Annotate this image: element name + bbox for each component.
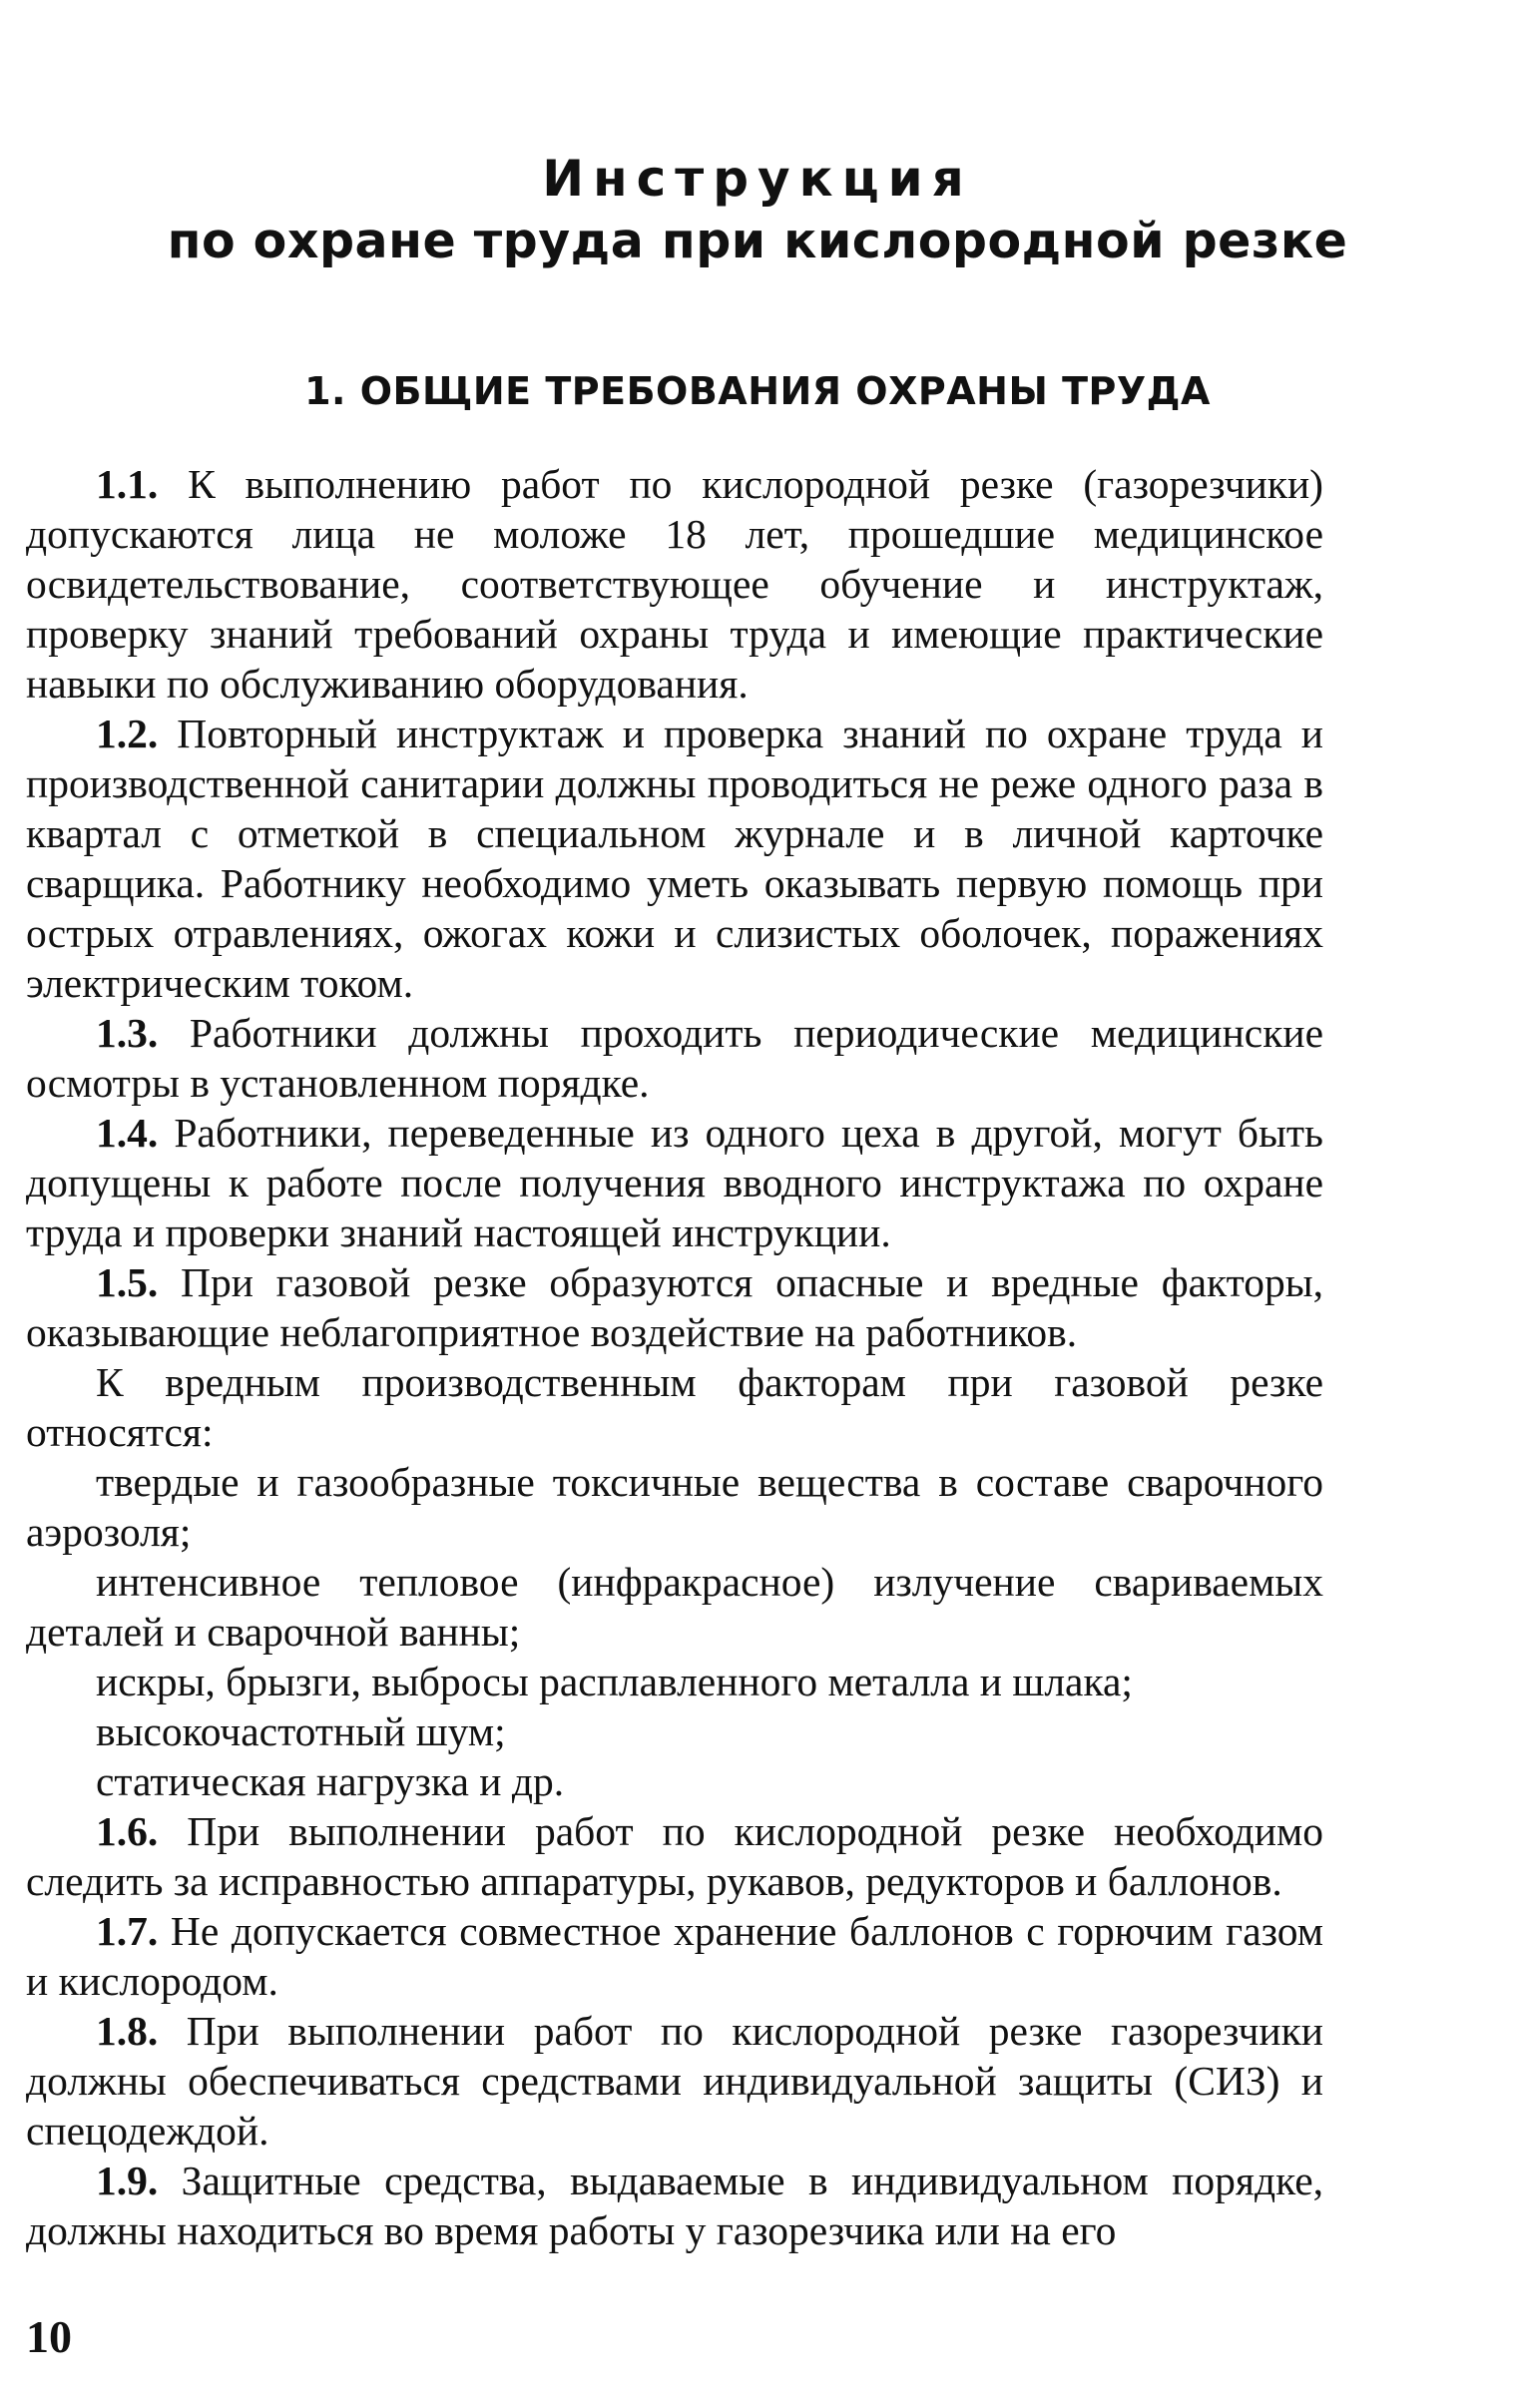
paragraph-1-6 <box>26 1806 1323 1906</box>
paragraph-text: Повторный инструктаж и проверка знаний по охране труда и производственной санитарии должны проводиться не реже одного раза в квартал с отметкой в специальном журнале и в личной карточке сварщика. Работнику необходимо уметь оказывать первую помощь при острых отравлениях, ожогах кожи и слизистых оболочек, поражениях электрическим током. <box>26 711 1323 1006</box>
paragraph-number: 1.7. <box>96 1908 159 1954</box>
paragraph-text: Работники, переведенные из одного цеха в другой, могут быть допущены к работе после получения вводного инструктажа по охране труда и проверки знаний настоящей инструкции. <box>26 1110 1323 1255</box>
paragraph-text: К выполнению работ по кислородной резке (газорезчики) допускаются лица не моложе 18 лет, прошедшие медицинское освидетельствование, соответствующее обучение и инструктаж, проверку знаний требований охраны труда и имеющие практические навыки по обслуживанию оборудования. <box>26 461 1323 707</box>
paragraph-1-2 <box>26 709 1323 1008</box>
paragraph-number: 1.9. <box>96 2158 159 2203</box>
paragraph-number: 1.2. <box>96 711 159 756</box>
paragraph-1-4 <box>26 1108 1323 1257</box>
paragraph-number: 1.8. <box>96 2008 159 2054</box>
paragraph-number: 1.4. <box>96 1110 159 1156</box>
paragraph-number: 1.5. <box>96 1259 159 1305</box>
document-subtitle: по охране труда при кислородной резке <box>167 213 1348 269</box>
document-title: Инструкция <box>542 150 973 208</box>
paragraph-number: 1.3. <box>96 1010 159 1056</box>
page-number: 10 <box>26 2311 72 2362</box>
factor-item: искры, брызги, выбросы расплавленного металла и шлака; <box>96 1659 1133 1704</box>
paragraph-text: При газовой резке образуются опасные и вредные факторы, оказывающие неблагоприятное воздействие на работников. <box>26 1259 1323 1355</box>
factor-item: статическая нагрузка и др. <box>96 1758 565 1804</box>
factor-item: высокочастотный шум; <box>96 1708 506 1754</box>
paragraph-1-8 <box>26 2006 1323 2156</box>
document-body <box>26 459 1323 2255</box>
paragraph-number: 1.1. <box>96 461 159 507</box>
factors-intro: К вредным производственным факторам при газовой резке относятся: <box>26 1359 1323 1455</box>
paragraph-text: При выполнении работ по кислородной резке необходимо следить за исправностью аппаратуры, рукавов, редукторов и баллонов. <box>26 1808 1323 1904</box>
paragraph-1-5 <box>26 1257 1323 1357</box>
paragraph-text: Не допускается совместное хранение баллонов с горючим газом и кислородом. <box>26 1908 1323 2004</box>
paragraph-1-1 <box>26 459 1323 709</box>
factor-item: твердые и газообразные токсичные вещества в составе сварочного аэрозоля; <box>26 1459 1323 1555</box>
section-heading: 1. ОБЩИЕ ТРЕБОВАНИЯ ОХРАНЫ ТРУДА <box>304 369 1211 413</box>
paragraph-text: Работники должны проходить периодические медицинские осмотры в установленном порядке. <box>26 1010 1323 1106</box>
paragraph-1-7 <box>26 1906 1323 2006</box>
paragraph-number: 1.6. <box>96 1808 159 1854</box>
paragraph-1-3 <box>26 1008 1323 1108</box>
paragraph-text: При выполнении работ по кислородной резке газорезчики должны обеспечиваться средствами индивидуальной защиты (СИЗ) и спецодеждой. <box>26 2008 1323 2154</box>
paragraph-1-9 <box>26 2156 1323 2255</box>
factor-item: интенсивное тепловое (инфракрасное) излучение свариваемых деталей и сварочной ванны; <box>26 1559 1323 1655</box>
paragraph-text: Защитные средства, выдаваемые в индивидуальном порядке, должны находиться во время работы у газорезчика или на его <box>26 2158 1323 2253</box>
